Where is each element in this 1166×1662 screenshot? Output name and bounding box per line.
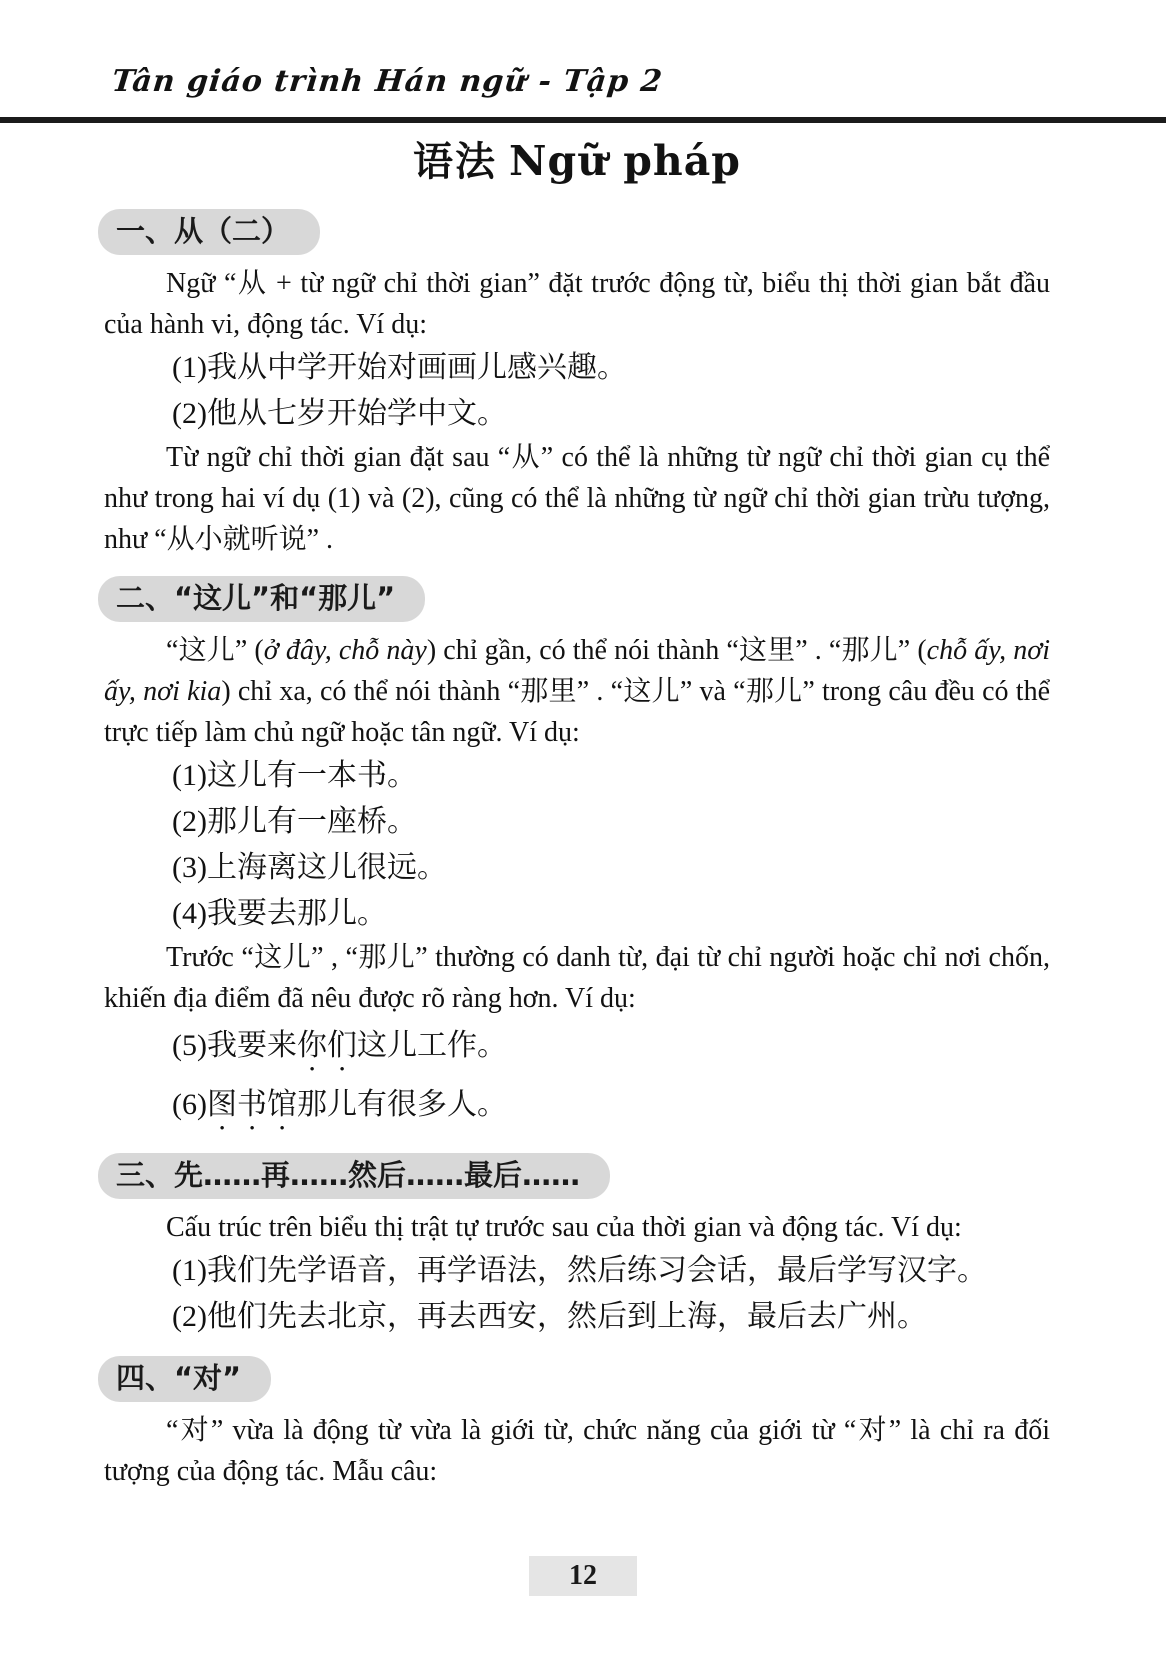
page-number: 12 — [529, 1556, 637, 1596]
section-4 — [104, 1340, 1050, 1492]
section-2-example-2: (2)那儿有一座桥。 — [172, 805, 417, 838]
section-3-example-2: (2)他们先去北京，再去西安，然后到上海，最后去广州。 — [172, 1300, 927, 1333]
page-title-chinese: 语法 — [413, 139, 498, 185]
section-4-paragraph-1: “对” vừa là động từ vừa là giới từ, chức năng của giới từ “对” là chỉ ra đối tượng của động tác. Mẫu câu: — [104, 1415, 1050, 1487]
example-text: 那儿有很多人。 — [296, 1088, 507, 1121]
running-header — [110, 64, 664, 99]
section-2-example-3: (3)上海离这儿很远。 — [172, 851, 447, 884]
book-title: Tân giáo trình Hán ngữ - Tập 2 — [110, 64, 665, 99]
example-text: (6) — [172, 1088, 207, 1121]
paragraph-text: ) chỉ xa, có thể nói thành “那里” . “这儿” và “那儿” trong câu đều có thể trực tiếp làm chủ ngữ hoặc tân ngữ. Ví dụ: — [104, 676, 1050, 748]
paragraph-gloss: chỗ ấy, nơi ấy, nơi kia — [104, 635, 1050, 707]
section-4-heading: 四、“对” — [98, 1356, 271, 1402]
emphasized-text: 图书馆 — [206, 1088, 297, 1121]
page-title-vietnamese: Ngữ pháp — [509, 137, 741, 185]
section-2-example-5 — [172, 1019, 1050, 1078]
section-1-example-1: (1)我从中学开始对画画儿感兴趣。 — [172, 351, 627, 384]
section-1-heading: 一、从（二） — [98, 209, 320, 255]
section-2-heading: 二、“这儿”和“那儿” — [98, 576, 425, 622]
section-2-example-6 — [172, 1078, 1050, 1137]
section-3-heading: 三、先……再……然后……最后…… — [98, 1153, 610, 1199]
section-1-example-2: (2)他从七岁开始学中文。 — [172, 397, 507, 430]
section-2-paragraph-2: Trước “这儿” , “那儿” thường có danh từ, đại từ chỉ người hoặc chỉ nơi chốn, khiến địa điểm đã nêu được rõ ràng hơn. Ví dụ: — [104, 942, 1050, 1014]
section-3 — [104, 1137, 1050, 1340]
header-rule — [0, 117, 1166, 123]
emphasized-text: 你们 — [296, 1029, 357, 1062]
page-title — [104, 132, 1050, 193]
section-3-example-1: (1)我们先学语音，再学语法，然后练习会话，最后学写汉字。 — [172, 1254, 987, 1287]
section-2-example-1: (1)这儿有一本书。 — [172, 759, 417, 792]
section-2 — [104, 560, 1050, 1137]
page-content — [104, 132, 1050, 1492]
example-text: (5)我要来 — [172, 1029, 297, 1062]
section-1 — [104, 203, 1050, 560]
section-3-paragraph-1: Cấu trúc trên biểu thị trật tự trước sau của thời gian và động tác. Ví dụ: — [166, 1212, 962, 1243]
section-1-paragraph-1: Ngữ “从 + từ ngữ chỉ thời gian” đặt trước động từ, biểu thị thời gian bắt đầu của hành vi, động tác. Ví dụ: — [104, 268, 1050, 340]
section-1-paragraph-2: Từ ngữ chỉ thời gian đặt sau “从” có thể là những từ ngữ chỉ thời gian cụ thể như trong hai ví dụ (1) và (2), cũng có thể là những từ ngữ chỉ thời gian trừu tượng, như “从小就听说” . — [104, 442, 1050, 555]
paragraph-gloss: ở đây, chỗ này — [263, 635, 427, 666]
paragraph-text: “这儿” ( — [166, 635, 264, 666]
example-text: 这儿工作。 — [356, 1029, 507, 1062]
paragraph-text: ) chỉ gần, có thể nói thành “这里” . “那儿” ( — [426, 635, 927, 666]
section-2-example-4: (4)我要去那儿。 — [172, 897, 387, 930]
section-2-paragraph-1 — [104, 630, 1050, 753]
